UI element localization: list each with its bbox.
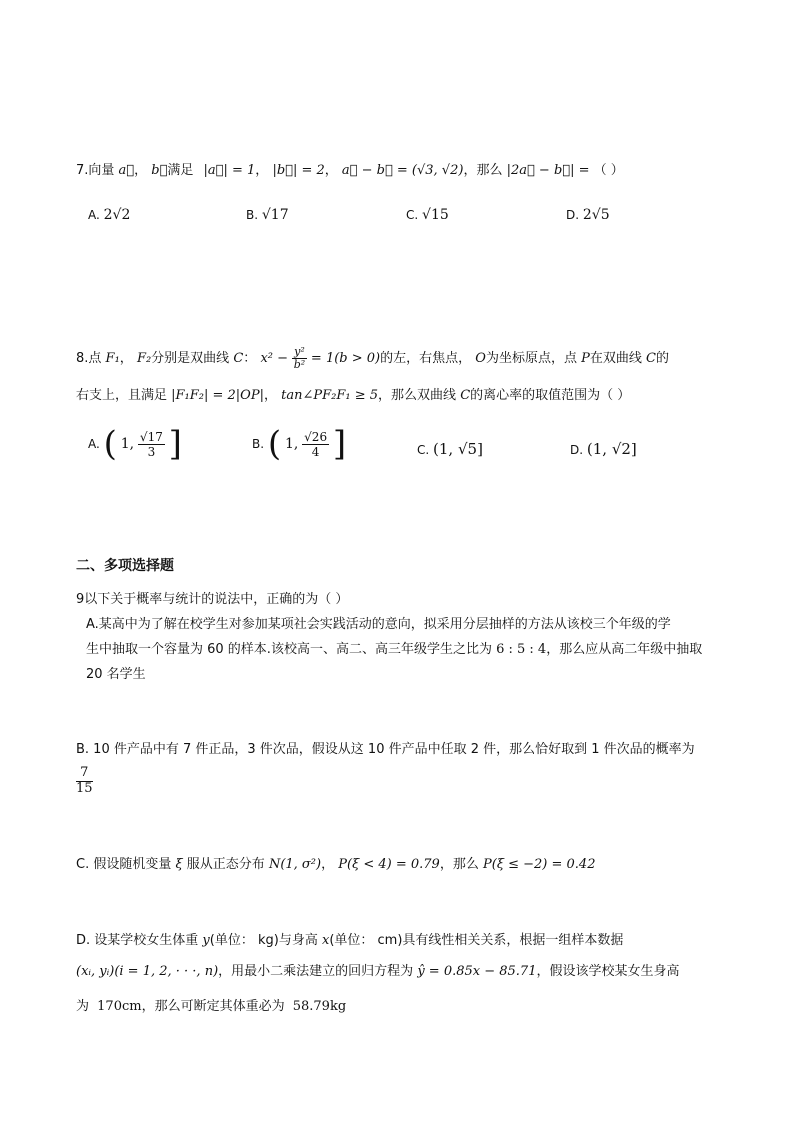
option-c[interactable]: C. √15 [406,207,449,223]
question-8-line-1: 8.点 F₁， F₂分别是双曲线 C： x² − $\frac{\text{y²}}{\text{b²}}$ = 1(b > 0)的左，右焦点， O为坐标原点，点 P在双曲线 C的 [76,345,669,372]
question-8-line-2: 右支上，且满足 |F₁F₂| = 2|OP|， tan∠PF₂F₁ ≥ 5，那么双曲线 C的离心率的取值范围为（ ） [76,388,631,403]
option-b[interactable]: B. √17 [246,207,289,223]
option-b[interactable]: B. ( 1, $\frac{√26}{4}$ ] [252,424,347,464]
statement-c: C. 假设随机变量 ξ 服从正态分布 N(1, σ²)， P(ξ < 4) = 0.79，那么 P(ξ ≤ −2) = 0.42 [76,857,596,872]
condition-b: |b⃗| = 2 [272,163,325,178]
statement-d-line-2: (xᵢ, yᵢ)(i = 1, 2, · · ·, n)，用最小二乘法建立的回归方程为 ŷ = 0.85x − 85.71，假设该学校某女生身高 [76,964,680,979]
statement-a-line-2: 生中抽取一个容量为 60 的样本.该校高一、高二、高三年级学生之比为 6 : 5 : 4，那么应从高二年级中抽取 [86,642,703,657]
eq-fraction: $\frac{\text{y²}}{\text{b²}}$ [293,345,306,372]
question-7-stem: 7.向量 a⃗， b⃗满足 |a⃗| = 1， |b⃗| = 2， a⃗ − b⃗ = (√3, √2)，那么 |2a⃗ − b⃗| = （ ） [76,163,624,178]
statement-b-fraction: 7 15 [76,765,93,796]
question-9-stem: 9以下关于概率与统计的说法中，正确的为（ ） [76,592,349,607]
section-title: 二、多项选择题 [76,558,174,574]
option-a[interactable]: A. ( 1, $\frac{√17}{3}$ ] [88,424,182,464]
option-d[interactable]: D. 2√5 [566,207,610,223]
option-c[interactable]: C. (1, √5] [417,440,483,458]
option-a[interactable]: A. 2√2 [88,207,131,223]
option-d[interactable]: D. (1, √2] [570,440,637,458]
statement-a-line-1: A.某高中为了解在校学生对参加某项社会实践活动的意向，拟采用分层抽样的方法从该校三个年级的学 [86,617,671,632]
condition-diff: a⃗ − b⃗ = (√3, √2) [341,163,464,178]
statement-d-line-3: 为 170cm，那么可断定其体重必为 58.79kg [76,999,347,1014]
condition-a: |a⃗| = 1 [203,163,256,178]
statement-b-line-1: B. 10 件产品中有 7 件正品，3 件次品，假设从这 10 件产品中任取 2 件，那么恰好取到 1 件次品的概率为 [76,742,695,757]
statement-a-line-3: 20 名学生 [86,667,146,682]
vector-b: b⃗ [151,163,168,178]
vector-a: a⃗ [118,163,135,178]
target-expression: |2a⃗ − b⃗| = [506,163,590,178]
statement-d-line-1: D. 设某学校女生体重 y(单位： kg)与身高 x(单位： cm)具有线性相关关系，根据一组样本数据 [76,933,624,948]
